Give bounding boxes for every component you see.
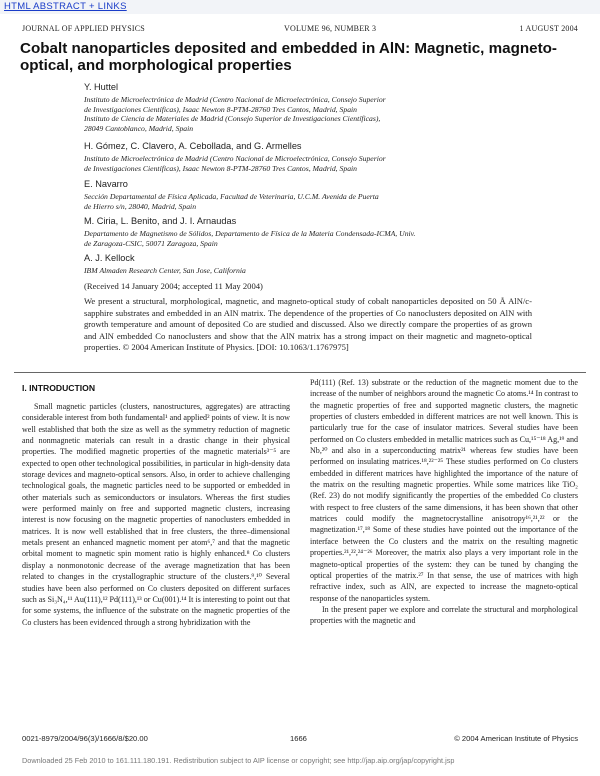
download-note: Downloaded 25 Feb 2010 to 161.111.180.191. Redistribution subject to AIP license or copyright; see http://jap.aip.org/jap/copyright.jsp	[22, 756, 455, 765]
right-column	[310, 377, 578, 627]
author-affiliation: Sección Departamental de Física Aplicada, Facultad de Veterinaria, U.C.M. Avenida de Puerta de Hierro s/n, 28040, Madrid, Spain	[84, 192, 379, 211]
html-abstract-links-link[interactable]: HTML ABSTRACT + LINKS	[4, 1, 127, 12]
author-affiliation: Departamento de Magnetismo de Sólidos, Departamento de Física de la Materia Condensada-ICMA, Univ. de Zaragoza-CSIC, 50071 Zaragoza, Spain	[84, 229, 416, 248]
author-names: M. Ciria, L. Benito, and J. I. Arnaudas	[84, 216, 237, 226]
running-head-date: 1 AUGUST 2004	[519, 24, 578, 33]
running-head-journal: JOURNAL OF APPLIED PHYSICS	[22, 24, 145, 33]
top-bar	[0, 0, 600, 14]
author-affiliation: Instituto de Microelectrónica de Madrid (Centro Nacional de Microelectrónica, Consejo Superior de Investigaciones Científicas), Isaac Newton 8-PTM-28760 Tres Cantos, Madrid, Spain Instituto de Ciencia de Materiales de Madrid (Consejo Superior de Investigaciones Científicas), 28049 Cantoblanco, Madrid, Spain	[84, 95, 386, 133]
author-names: E. Navarro	[84, 179, 128, 189]
author-names: Y. Huttel	[84, 82, 119, 92]
paragraph: Small magnetic particles (clusters, nanostructures, aggregates) are attracting considerable interest from both fundamental¹ and applied² points of view. It is now well established that both the size as well as the symmetry reduction of magnetic and nonmagnetic materials can result in a drastic change in their physical properties. The modified magnetic properties of the magnetic materials³⁻⁵ are expected to open other technological possibilities, in particular in high-density data storage devices and magneto-optical sensors. Also, in order to achieve challenging technological goals, the magnetic particles need to be supported or embedded in other materials such as semiconductors or insulators. Whereas the first studies were performed mainly on free and supported magnetic clusters, increasing interest is now focusing on the magnetic properties of nanoclusters embedded in matrices. It is now well established that in free clusters, the three–dimensional metals present an enhanced magnetic moment per atom⁶,⁷ and that the magnetic orbital moment to magnetic spin moment ratio is highly enhanced.⁸ Co clusters display a nonmonotonic decrease of the average magnetization that has been related to changes in the crystallographic structure of the clusters.⁹,¹⁰ Several studies have been also performed on Co clusters deposited on different surfaces such as Si₃N₄,¹¹ Au(111),¹² Pd(111),¹³ or Cu(001).¹⁴ It is interesting to point out that for some systems, the influence of the substrate on the magnetic properties of the Co clusters has been evidenced through a strong hybridization with the	[22, 402, 290, 627]
paragraph: Pd(111) (Ref. 13) substrate or the reduction of the magnetic moment due to the increase of the number of neighbors around the magnetic Co atoms.¹⁴ In contrast to the magnetic properties of free and supported magnetic clusters, the magnetic properties of clusters embedded in different matrices are not well known. This is particularly true for the case of insulator matrices. Several studies have been performed on Co clusters embedded in metallic matrices such as Cu,¹⁵⁻¹⁸ Ag,¹⁹ and Nb,²⁰ and also in a superconducting matrix²¹ whereas few studies have been performed on insulating matrices.¹⁸,²²⁻²⁵ These studies performed on Co clusters embedded in different matrices have highlighted the importance of the nature of the matrix on the resulting magnetic properties. While some matrices like TiO₂ (Ref. 23) do not modify significantly the properties of the embedded Co clusters with respect to free clusters of the same dimensions, it has been shown that other matrices could modify the magnetocrystalline anisotropy¹⁶,²¹,²² or the magnetization.¹⁷,¹⁸ Some of these studies have pointed out the importance of the interface between the Co clusters and the matrix on the resulting magnetic properties.²¹,²²,²⁴⁻²⁶ Moreover, the matrix also plays a very important role in the magneto-optical properties of the system: they can be tuned by changing the optical properties of the matrix.²⁷ In that sense, the use of matrices with high refractive index, such as AlN, are expected to increase the magneto-optical response of the nanoparticles system.	[310, 378, 579, 603]
footer-page-number: 1666	[290, 734, 307, 743]
author-names: H. Gómez, C. Clavero, A. Cebollada, and G. Armelles	[84, 141, 302, 151]
received-dates: (Received 14 January 2004; accepted 11 May 2004)	[84, 281, 263, 291]
footer-copyright: © 2004 American Institute of Physics	[454, 734, 578, 743]
author-affiliation: IBM Almaden Research Center, San Jose, California	[84, 266, 246, 275]
left-column	[22, 401, 290, 628]
footer-issn: 0021-8979/2004/96(3)/1666/8/$20.00	[22, 734, 148, 743]
section-heading: I. INTRODUCTION	[22, 383, 96, 393]
paragraph: In the present paper we explore and correlate the structural and morphological properties with the magnetic and	[310, 604, 578, 626]
author-affiliation: Instituto de Microelectrónica de Madrid (Centro Nacional de Microelectrónica, Consejo Superior de Investigaciones Científicas), Isaac Newton 8-PTM-28760 Tres Cantos, Madrid, Spain	[84, 154, 386, 173]
author-names: A. J. Kellock	[84, 253, 135, 263]
abstract: We present a structural, morphological, magnetic, and magneto-optical study of cobalt nanoparticles deposited on 50 Å AlN/c-sapphire substrates and embedded in an AlN matrix. The dependence of the properties of Co nanoclusters deposited on AlN with growth temperature and amount of deposited Co are studied and discussed. Also we directly compare the properties of as grown and AlN embedded Co nanoclusters and show that the AlN matrix has a strong impact on their magnetic and magneto-optical properties. © 2004 American Institute of Physics. [DOI: 10.1063/1.1767975]	[84, 296, 532, 352]
paper-title: Cobalt nanoparticles deposited and embedded in AlN: Magnetic, magneto-optical, and morphological properties	[20, 40, 557, 74]
section-divider	[14, 372, 586, 373]
running-head-volume: VOLUME 96, NUMBER 3	[284, 24, 377, 33]
